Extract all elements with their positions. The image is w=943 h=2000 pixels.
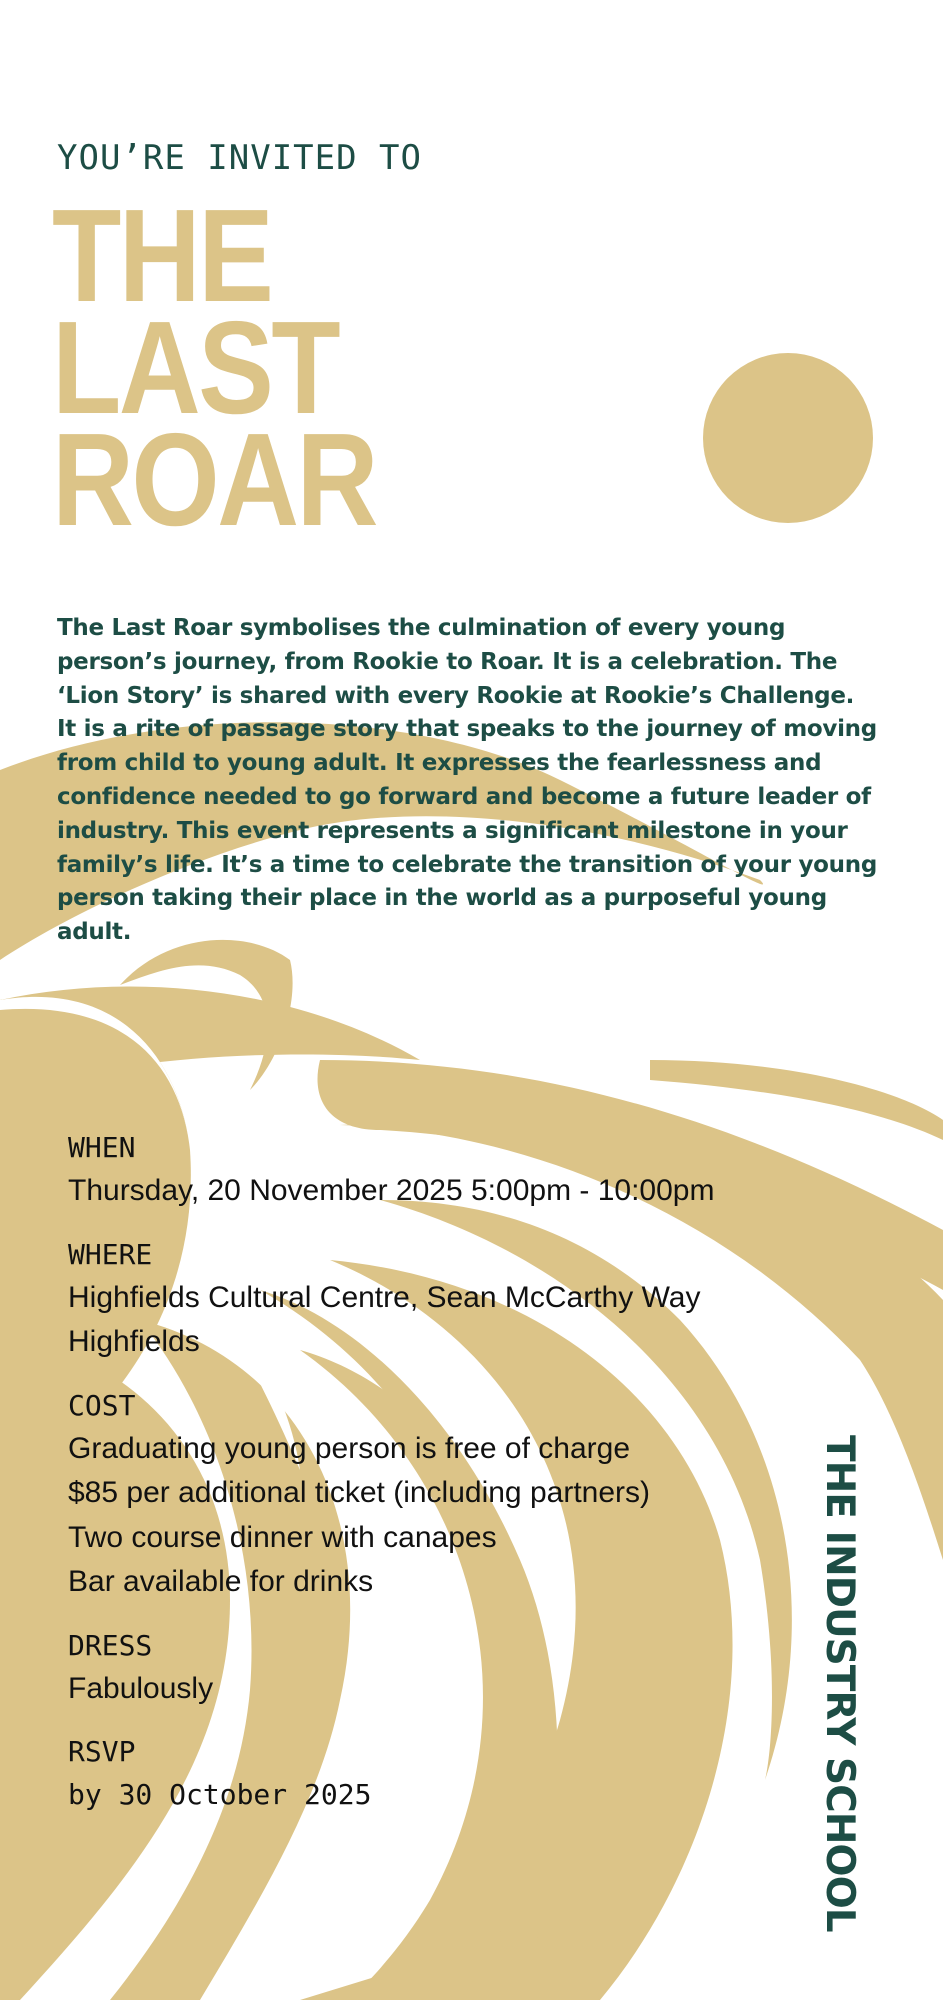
intro-paragraph: The Last Roar symbolises the culmination of every young person’s journey, from Rookie to Roar. It is a celebration. The ‘Lion Story’ is shared with every Rookie at Rookie’s Challenge. It is a rite of passage story that speaks to the journey of moving from child to young adult. It expresses the fearlessness and confidence needed to go forward and become a future leader of industry. This event represents a significant milestone in your family’s life. It’s a time to celebrate the transition of your young person taking their place in the world as a purposeful young adult. xyxy=(57,615,877,946)
event-title xyxy=(52,182,376,553)
where-line-1: Highfields Cultural Centre, Sean McCarthy Way xyxy=(68,1280,701,1314)
where-line-2: Highfields xyxy=(68,1325,200,1358)
cost-label: COST xyxy=(68,1388,136,1422)
invited-heading: YOU’RE INVITED TO xyxy=(57,138,422,178)
dress-label: DRESS xyxy=(68,1628,153,1662)
dress-value: Fabulously xyxy=(68,1671,214,1705)
brand-name: THE INDUSTRY SCHOOL xyxy=(817,1435,862,1932)
cost-line-3: Two course dinner with canapes xyxy=(68,1520,497,1554)
cost-line-4: Bar available for drinks xyxy=(68,1565,374,1598)
dress-section xyxy=(68,1625,788,1712)
cost-line-2: $85 per additional ticket (including partners) xyxy=(68,1476,650,1509)
event-details xyxy=(68,1127,788,1838)
title-line-1: THE xyxy=(52,182,272,329)
where-label: WHERE xyxy=(68,1237,153,1271)
title-line-2: LAST xyxy=(52,294,339,441)
sun-circle xyxy=(703,353,873,523)
when-label: WHEN xyxy=(68,1131,136,1164)
when-value: Thursday, 20 November 2025 5:00pm - 10:00pm xyxy=(68,1174,715,1207)
where-section xyxy=(68,1234,788,1365)
rsvp-value: by 30 October 2025 xyxy=(68,1778,372,1811)
cost-line-1: Graduating young person is free of charge xyxy=(68,1431,631,1465)
rsvp-label: RSVP xyxy=(68,1735,136,1768)
rsvp-section xyxy=(68,1731,788,1818)
title-line-3: ROAR xyxy=(52,406,376,553)
when-section xyxy=(68,1127,788,1214)
cost-section xyxy=(68,1385,788,1605)
